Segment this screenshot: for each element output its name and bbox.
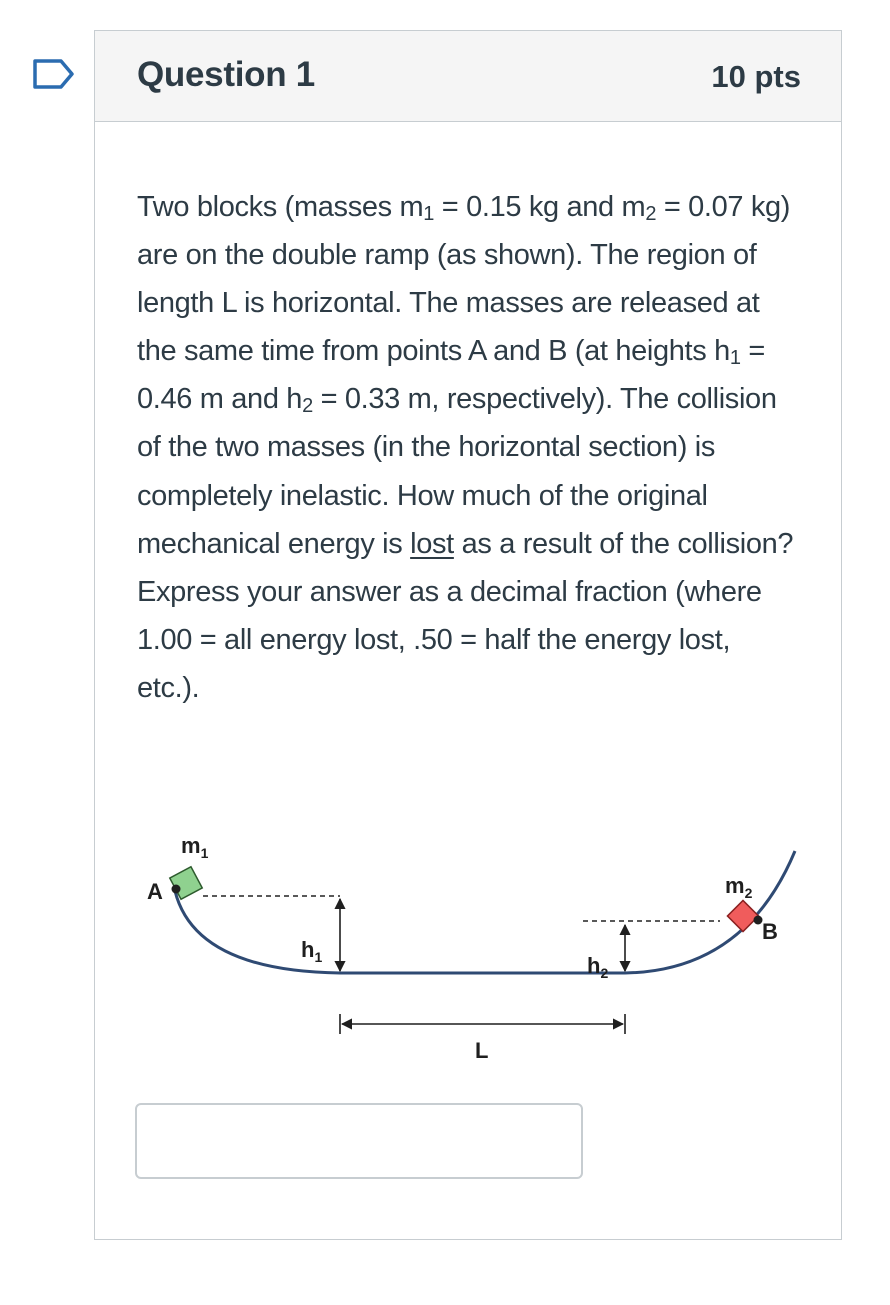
question-text (137, 183, 797, 712)
question-points: 10 pts (711, 59, 801, 94)
point-a-dot (172, 885, 181, 894)
label-b: B (762, 919, 778, 944)
label-l: L (475, 1038, 489, 1063)
question-text-part: = 0.15 kg and m (434, 191, 646, 223)
question-header (95, 31, 841, 122)
question-text-part: = 0.07 kg) are on the double ramp (as shown). The region of length L is horizontal. The masses are released at the same time from points A and B (at heights h (137, 191, 791, 368)
question-card (94, 30, 842, 1240)
question-text-part: = 0.33 m, respectively). The collision of the two masses (in the horizontal section) is completely inelastic. How much of the original mechanical energy is (137, 383, 777, 560)
label-m1: $m_1$ (181, 833, 209, 861)
label-h1: $h_1$ (301, 937, 323, 965)
label-h2: $h_2$ (587, 953, 609, 981)
subscript: 2 (302, 395, 313, 418)
subscript: 1 (423, 203, 435, 225)
block-m2 (727, 900, 758, 931)
question-text-part: = 0.46 m and h (137, 335, 765, 416)
question-text-part: Two blocks (masses m (137, 191, 424, 223)
question-text-part: as a result of the collision? Express your answer as a decimal fraction (where 1.00 = all energy lost, .50 = half the energy lost, etc.). (137, 527, 794, 704)
subscript: 1 (729, 347, 741, 370)
bookmark-flag-icon[interactable] (32, 58, 76, 90)
question-title: Question 1 (137, 55, 315, 94)
label-a: A (147, 879, 163, 904)
label-m2: $m_2$ (725, 873, 753, 901)
underlined-word: lost (410, 527, 454, 560)
subscript: 2 (645, 203, 657, 225)
answer-input[interactable] (135, 1103, 583, 1179)
double-ramp-diagram (145, 801, 805, 1071)
ramp-track (175, 851, 795, 973)
